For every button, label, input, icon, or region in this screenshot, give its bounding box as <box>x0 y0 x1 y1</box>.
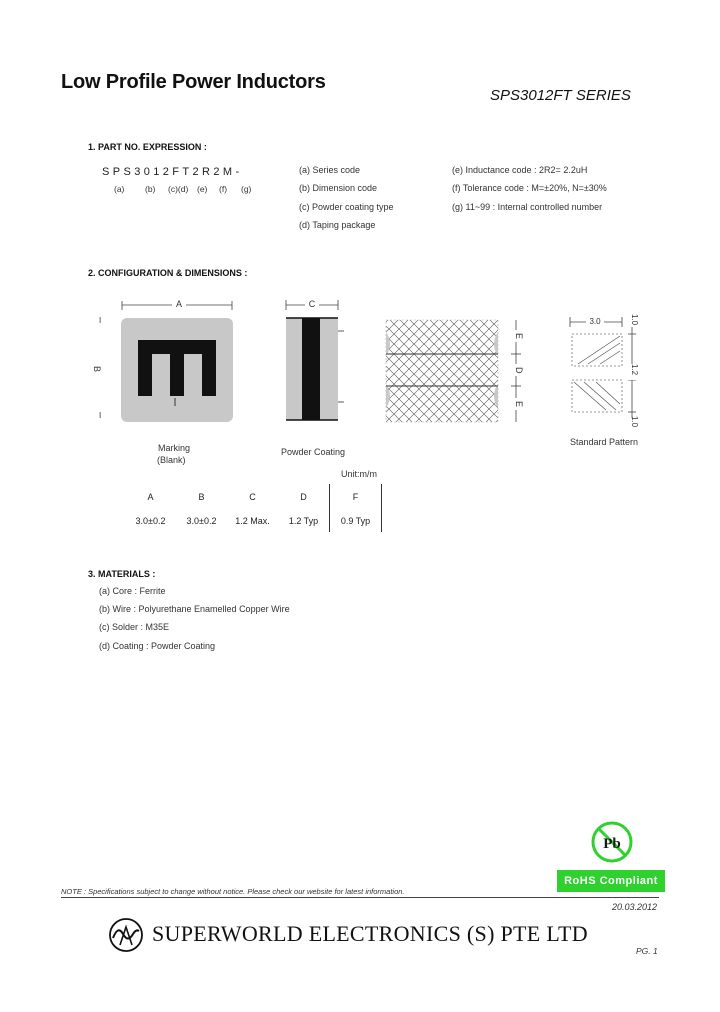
code-item-a: (a) Series code <box>299 165 361 175</box>
table-value-d: 1.2 Typ <box>288 516 319 526</box>
code-item-d: (d) Taping package <box>299 220 376 230</box>
footer-note: NOTE : Specifications subject to change without notice. Please check our website for latest information. <box>61 887 405 896</box>
code-item-g: (g) 11~99 : Internal controlled number <box>452 202 603 212</box>
table-value-c: 1.2 Max. <box>235 516 270 526</box>
section-materials-heading: 3. MATERIALS : <box>88 569 156 579</box>
dim-a-label: A <box>175 299 183 309</box>
company-name: SUPERWORLD ELECTRONICS (S) PTE LTD <box>152 921 588 946</box>
marking-label: Marking <box>158 443 191 453</box>
material-core: (a) Core : Ferrite <box>99 586 166 596</box>
material-wire: (b) Wire : Polyurethane Enamelled Copper Wire <box>99 604 290 614</box>
standard-pattern-label: Standard Pattern <box>570 437 639 447</box>
code-letter-f: (f) <box>219 184 228 194</box>
section-config-heading: 2. CONFIGURATION & DIMENSIONS : <box>88 268 248 278</box>
pattern-width-label: 3.0 <box>589 317 601 326</box>
part-code: SPS3012FT2R2M- <box>102 166 243 178</box>
page-number: PG. 1 <box>636 946 658 956</box>
dim-c-label: C <box>308 299 316 309</box>
dim-e-label-bottom: E <box>514 401 524 408</box>
material-coating: (d) Coating : Powder Coating <box>99 641 216 651</box>
series-name: SPS3012FT SERIES <box>490 87 631 104</box>
table-header-d: D <box>300 492 307 502</box>
table-header-a: A <box>147 492 154 502</box>
dim-b-label: B <box>92 366 102 373</box>
page-title: Low Profile Power Inductors <box>61 71 326 93</box>
company-logo-icon <box>108 917 144 953</box>
pb-free-icon <box>590 820 634 864</box>
coating-label: Powder Coating <box>281 447 346 457</box>
pattern-pad-top <box>572 334 622 366</box>
section-part-no-heading: 1. PART NO. EXPRESSION : <box>88 142 207 152</box>
table-header-c: C <box>249 492 256 502</box>
code-letter-a: (a) <box>114 184 125 194</box>
table-value-a: 3.0±0.2 <box>135 516 166 526</box>
code-item-b: (b) Dimension code <box>299 183 378 193</box>
table-value-b: 3.0±0.2 <box>186 516 217 526</box>
pb-label: Pb <box>603 836 621 852</box>
code-letter-b: (b) <box>145 184 156 194</box>
pattern-dim-top: 1.0 <box>630 314 639 326</box>
top-view-drawing <box>90 296 250 426</box>
code-letter-cd: (c)(d) <box>168 184 189 194</box>
table-value-f: 0.9 Typ <box>330 510 382 532</box>
code-item-e: (e) Inductance code : 2R2= 2.2uH <box>452 165 588 175</box>
side-core <box>302 318 320 420</box>
unit-label: Unit:m/m <box>341 469 377 479</box>
dim-e-label-top: E <box>514 333 524 340</box>
marking-symbol <box>138 340 216 396</box>
bottom-hatch <box>386 320 498 422</box>
material-solder: (c) Solder : M35E <box>99 622 170 632</box>
side-view-drawing <box>272 296 352 426</box>
rohs-compliant-badge: RoHS Compliant <box>557 870 665 892</box>
marking-sub-label: (Blank) <box>157 455 186 465</box>
code-item-c: (c) Powder coating type <box>299 202 394 212</box>
code-letter-g: (g) <box>241 184 252 194</box>
footer-date: 20.03.2012 <box>612 902 658 912</box>
bottom-view-drawing <box>384 314 534 429</box>
dim-d-label: D <box>514 367 524 374</box>
svg-text:I: I <box>99 411 102 420</box>
standard-pattern-drawing <box>560 310 650 435</box>
pattern-dim-bottom: 1.0 <box>630 416 639 428</box>
code-letter-e: (e) <box>197 184 208 194</box>
table-header-f: F <box>330 484 382 510</box>
pattern-dim-mid: 1.2 <box>630 364 639 376</box>
dimension-table <box>125 484 382 532</box>
svg-text:I: I <box>99 316 102 325</box>
code-item-f: (f) Tolerance code : M=±20%, N=±30% <box>452 183 607 193</box>
footer-divider <box>61 897 659 898</box>
pattern-pad-bottom <box>572 380 622 412</box>
table-header-b: B <box>198 492 205 502</box>
